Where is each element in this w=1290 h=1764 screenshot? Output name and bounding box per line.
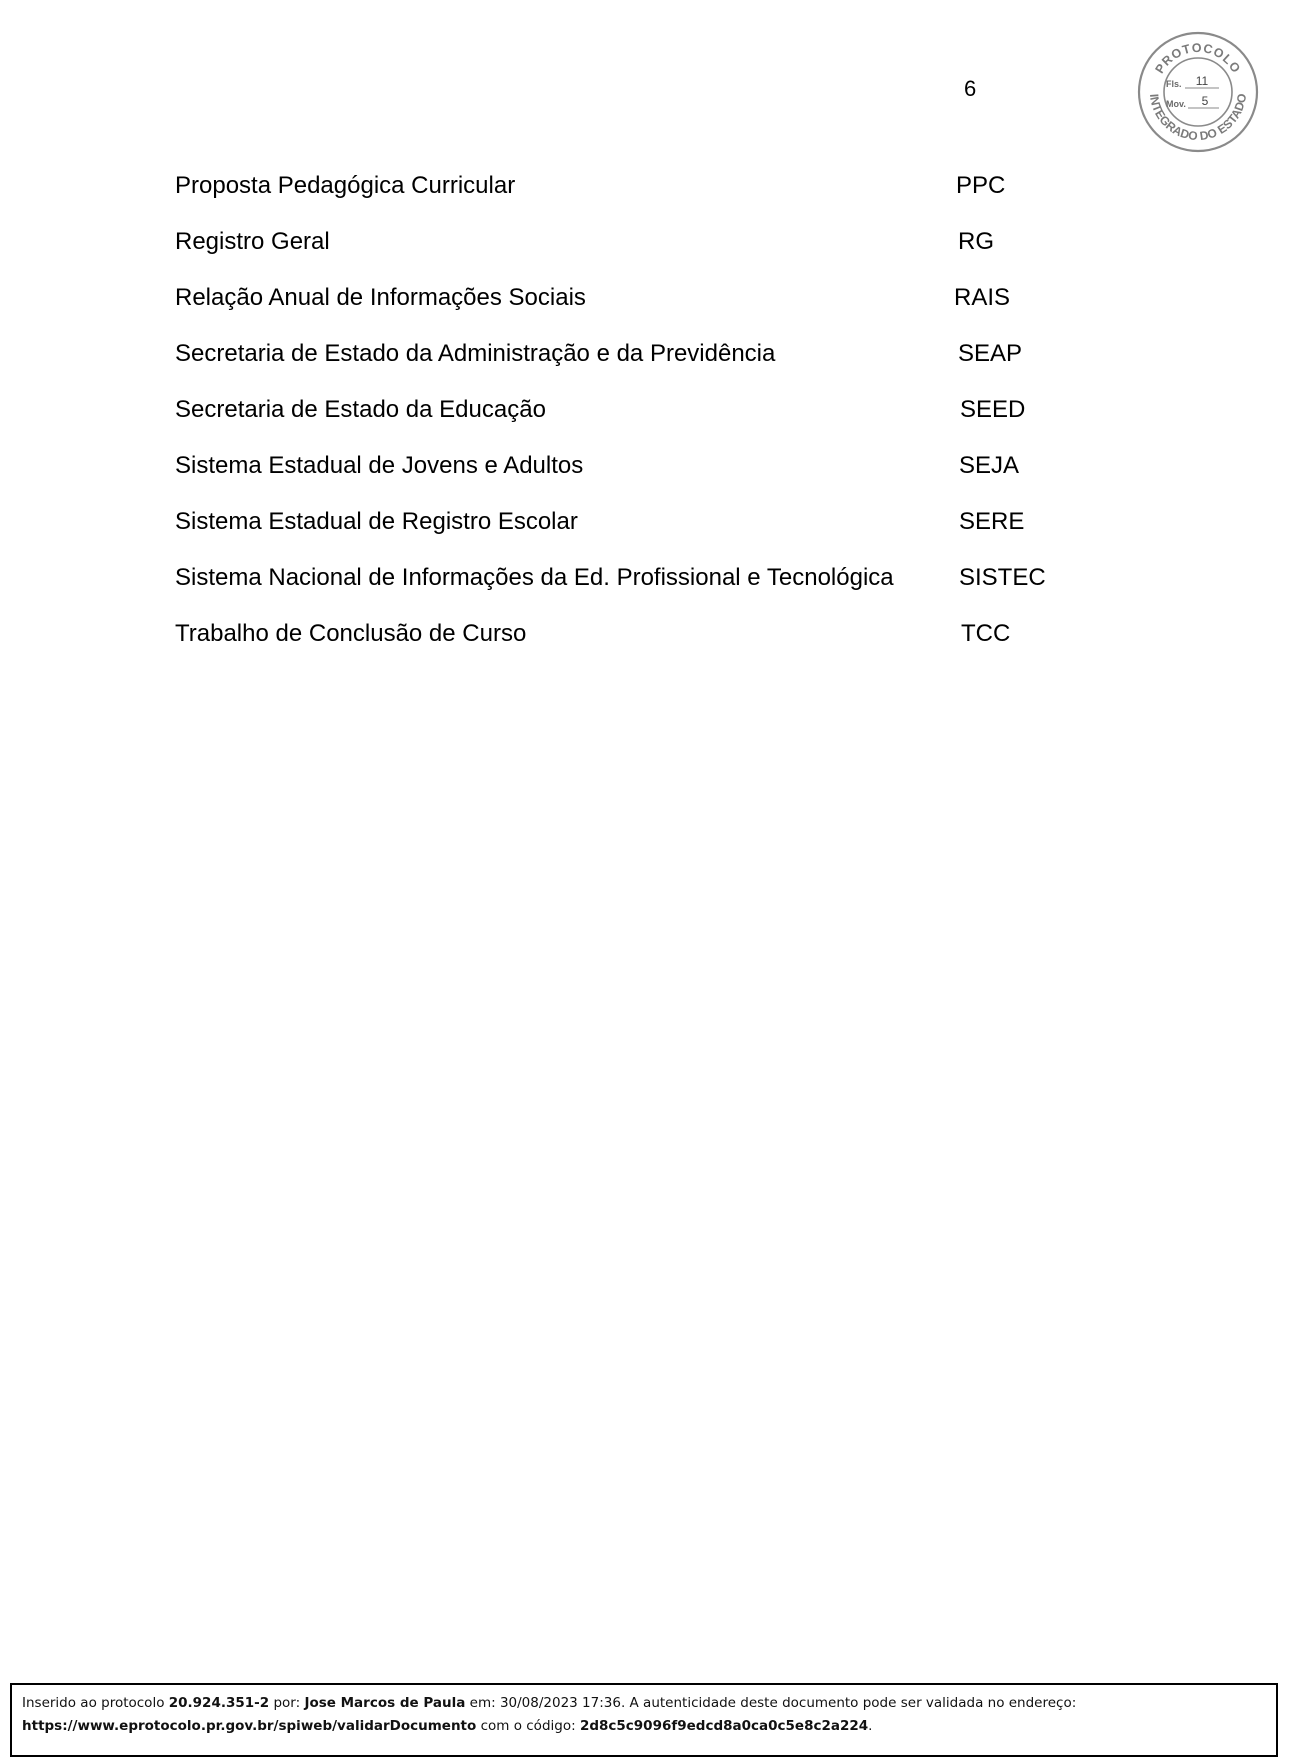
- abbreviation-row: [175, 620, 1175, 676]
- abbreviation-code: SEED: [960, 396, 1026, 423]
- abbreviation-code: TCC: [961, 620, 1011, 647]
- page-number: 6: [964, 76, 977, 101]
- abbreviation-code: RAIS: [954, 284, 1011, 311]
- abbreviation-term: Sistema Estadual de Jovens e Adultos: [175, 452, 584, 479]
- abbreviation-row: [175, 340, 1175, 396]
- protocol-stamp: [1136, 30, 1260, 154]
- abbreviation-code: RG: [958, 228, 994, 255]
- abbreviation-term: Proposta Pedagógica Curricular: [175, 172, 516, 199]
- abbreviation-term: Secretaria de Estado da Administração e da Previdência: [175, 340, 776, 367]
- abbreviation-term: Secretaria de Estado da Educação: [175, 396, 546, 423]
- footer-text: por:: [269, 1695, 305, 1711]
- abbreviation-code: PPC: [956, 172, 1006, 199]
- abbreviation-code: SEAP: [958, 340, 1023, 367]
- abbreviation-code: SEJA: [959, 452, 1020, 479]
- footer-text: com o código:: [476, 1718, 580, 1734]
- abbreviation-term: Registro Geral: [175, 228, 330, 255]
- stamp-fls-label: Fls.: [1166, 79, 1182, 89]
- abbreviation-row: [175, 508, 1175, 564]
- validation-code: 2d8c5c9096f9edcd8a0ca0c5e8c2a224: [579, 1718, 869, 1734]
- abbreviation-row: [175, 228, 1175, 284]
- footer-text: em: 30/08/2023 17:36. A autenticidade deste documento pode ser validada no endereço:: [465, 1695, 1077, 1711]
- abbreviation-row: [175, 564, 1175, 620]
- footer-text: Inserido ao protocolo: [22, 1695, 169, 1711]
- abbreviation-term: Sistema Estadual de Registro Escolar: [175, 508, 578, 535]
- abbreviation-term: Trabalho de Conclusão de Curso: [175, 620, 527, 647]
- abbreviation-list: [175, 172, 1175, 676]
- footer-line-2: [22, 1715, 1266, 1738]
- abbreviation-code: SERE: [959, 508, 1025, 535]
- abbreviation-term: Sistema Nacional de Informações da Ed. Profissional e Tecnológica: [175, 564, 894, 591]
- abbreviation-row: [175, 172, 1175, 228]
- abbreviation-row: [175, 284, 1175, 340]
- stamp-mov-value: 5: [1201, 94, 1209, 108]
- stamp-bottom-text: INTEGRADO DO ESTADO: [1147, 92, 1250, 144]
- author-name: Jose Marcos de Paula: [304, 1695, 466, 1711]
- validation-url[interactable]: https://www.eprotocolo.pr.gov.br/spiweb/validarDocumento: [22, 1718, 477, 1734]
- stamp-fls-value: 11: [1195, 74, 1209, 88]
- abbreviation-row: [175, 452, 1175, 508]
- abbreviation-code: SISTEC: [959, 564, 1046, 591]
- stamp-top-text: PROTOCOLO: [1152, 40, 1244, 77]
- footer-text: .: [868, 1718, 873, 1734]
- protocol-number: 20.924.351-2: [168, 1695, 270, 1711]
- stamp-mov-label: Mov.: [1166, 99, 1186, 109]
- footer-line-1: [22, 1692, 1266, 1715]
- abbreviation-row: [175, 396, 1175, 452]
- abbreviation-term: Relação Anual de Informações Sociais: [175, 284, 586, 311]
- authentication-footer: [10, 1683, 1278, 1757]
